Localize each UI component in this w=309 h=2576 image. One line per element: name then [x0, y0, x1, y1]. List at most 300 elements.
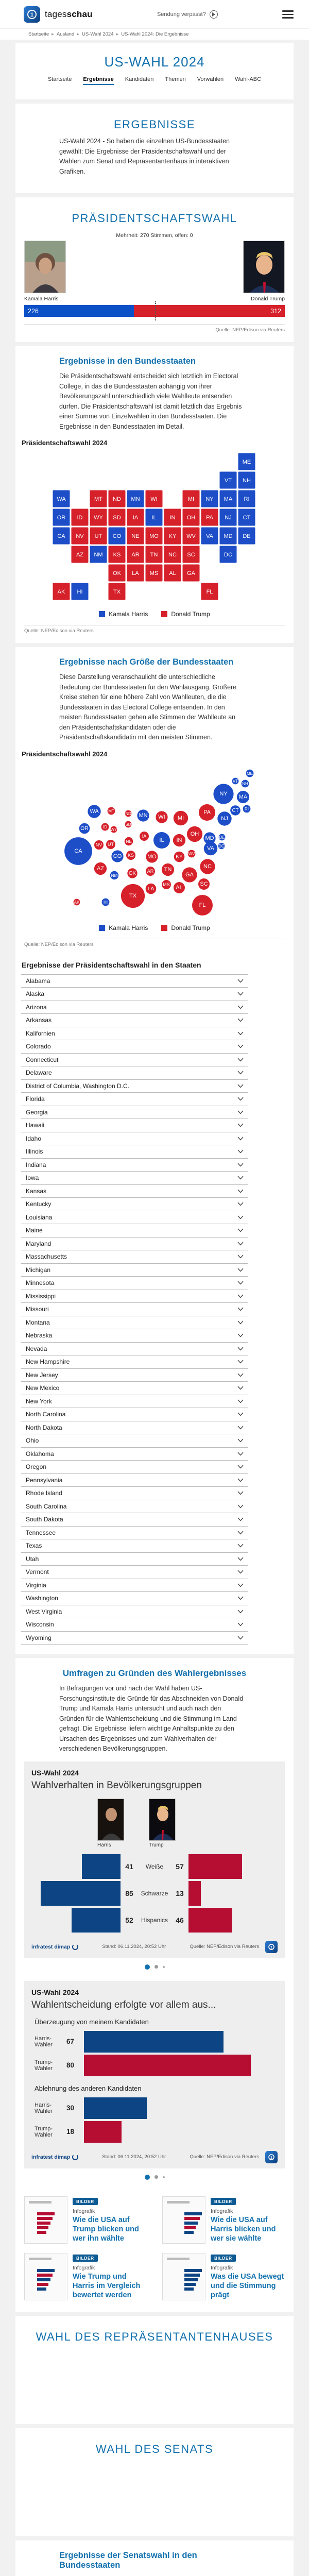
bubble-state-NV[interactable] — [94, 840, 104, 850]
carousel-dot[interactable] — [154, 1965, 158, 1969]
map-state-IL[interactable] — [145, 509, 163, 526]
majority-label: Mehrheit: 270 Stimmen, offen: 0 — [24, 232, 285, 239]
bubble-state-NY[interactable] — [213, 784, 233, 804]
infratest-dimap-logo: infratest dimap — [31, 1944, 78, 1950]
svg-text:DE: DE — [243, 533, 250, 539]
bubble-state-TN[interactable] — [162, 863, 174, 875]
teaser-title[interactable]: Wie die USA auf Trump blicken und wer ihn wählte — [73, 2215, 147, 2243]
svg-text:MO: MO — [147, 854, 157, 860]
teaser-title[interactable]: Was die USA bewegt und die Stimmung prägt — [211, 2272, 285, 2300]
section-heading-senatswahl: Ergebnisse der Senatswahl in den Bundesstaaten — [59, 2551, 247, 2570]
svg-text:MT: MT — [94, 496, 102, 502]
state-accordion-row[interactable] — [21, 1079, 248, 1093]
teaser-link[interactable] — [162, 2253, 285, 2300]
legend-item — [99, 924, 148, 931]
map-state-GA[interactable] — [182, 564, 200, 582]
bubble-state-CT[interactable] — [230, 805, 241, 816]
state-accordion-row[interactable] — [21, 1053, 248, 1066]
legend-label: Donald Trump — [171, 924, 210, 931]
teaser-link[interactable] — [24, 2196, 147, 2244]
chevron-down-icon — [237, 1452, 244, 1456]
harris-bar — [41, 1881, 121, 1906]
chevron-down-icon — [237, 1373, 244, 1377]
bubble-state-UT[interactable] — [106, 840, 115, 849]
svg-text:GA: GA — [187, 570, 196, 577]
mini-infographic — [27, 2199, 65, 2241]
svg-text:IA: IA — [133, 515, 139, 521]
state-accordion-row[interactable] — [21, 1290, 248, 1303]
bubble-state-WY[interactable] — [111, 826, 118, 833]
bubble-state-ND[interactable] — [125, 810, 132, 817]
svg-text:OH: OH — [187, 515, 196, 521]
state-accordion-row[interactable] — [21, 1473, 248, 1487]
tagesschau-logo-icon[interactable] — [24, 6, 40, 23]
chevron-down-icon — [237, 1517, 244, 1521]
map-state-CT[interactable] — [238, 509, 255, 526]
state-name: Mississippi — [26, 1293, 56, 1300]
bubble-state-MA[interactable] — [237, 790, 249, 803]
legend-swatch — [99, 611, 105, 617]
svg-text:MD: MD — [224, 533, 232, 539]
svg-text:GA: GA — [185, 872, 194, 878]
bubble-state-CO[interactable] — [111, 850, 123, 862]
state-accordion-row[interactable] — [21, 974, 248, 988]
tab-themen[interactable]: Themen — [165, 76, 185, 85]
state-accordion-row[interactable] — [21, 1302, 248, 1316]
teaser-title[interactable]: Wie die USA auf Harris blicken und wer sie wählte — [211, 2215, 285, 2243]
svg-text:NM: NM — [94, 552, 102, 558]
state-accordion-row[interactable] — [21, 1381, 248, 1395]
section-text: In Befragungen vor und nach der Wahl haben US-Forschungsinstitute die Gründe für das Abschneiden von Donald Trump und Kamala Harris untersucht und auch nach den Gründen für die Wahlentscheidung und die Stimmung im Land gefragt. Die Ergebnisse liefern wichtige Anhaltspunkte zu den Ursachen des Ergebnisses und zum Wahlverhalten der verschiedenen Bevölkerungsgruppen. — [59, 1684, 245, 1754]
state-accordion-row[interactable] — [21, 987, 248, 1001]
chevron-down-icon — [237, 1018, 244, 1022]
state-accordion-row[interactable] — [21, 1027, 248, 1040]
chevron-down-icon — [237, 1044, 244, 1048]
state-accordion-row[interactable] — [21, 1486, 248, 1500]
state-accordion-row[interactable] — [21, 1552, 248, 1566]
state-accordion-row[interactable] — [21, 1408, 248, 1421]
svg-text:CA: CA — [74, 848, 82, 854]
svg-text:MD: MD — [205, 835, 214, 841]
carousel-dot-active[interactable] — [145, 2175, 150, 2180]
bilder-badge: BILDER — [211, 2255, 236, 2262]
bubble-state-MN[interactable] — [137, 809, 149, 821]
map-state-NV[interactable] — [71, 527, 89, 545]
bubble-state-NH[interactable] — [242, 779, 249, 787]
state-name: Georgia — [26, 1109, 48, 1116]
svg-text:TX: TX — [113, 589, 121, 595]
map-state-KS[interactable] — [108, 546, 126, 563]
svg-text:SD: SD — [125, 822, 131, 827]
carousel-pagination — [15, 1958, 294, 1977]
bubble-state-CA[interactable] — [64, 837, 92, 865]
site-logo-wordmark[interactable]: tagesschau — [45, 9, 93, 20]
tab-startseite[interactable]: Startseite — [48, 76, 72, 85]
legend-label: Kamala Harris — [109, 611, 148, 618]
bubble-state-MT[interactable] — [108, 807, 115, 815]
map-state-NE[interactable] — [127, 527, 144, 545]
tab-bar — [15, 76, 294, 90]
harris-value: 52 — [121, 1916, 138, 1924]
state-name: Delaware — [26, 1069, 52, 1076]
state-accordion-row[interactable] — [21, 1118, 248, 1132]
state-accordion-row[interactable] — [21, 1132, 248, 1145]
state-accordion-row[interactable] — [21, 1434, 248, 1447]
bubble-state-IA[interactable] — [140, 832, 149, 841]
chevron-down-icon — [237, 1084, 244, 1088]
electoral-votes-bar — [24, 305, 285, 317]
teaser-kicker: Infografik — [73, 2208, 147, 2214]
state-name: Maine — [26, 1227, 43, 1234]
state-accordion-row[interactable] — [21, 1631, 248, 1645]
svg-text:SC: SC — [187, 552, 195, 558]
state-accordion-row[interactable] — [21, 1197, 248, 1211]
svg-text:NE: NE — [126, 839, 132, 844]
tab-wahl-abc[interactable]: Wahl-ABC — [235, 76, 261, 85]
map-state-PA[interactable] — [201, 509, 218, 526]
state-accordion-row[interactable] — [21, 1013, 248, 1027]
map-state-TX[interactable] — [108, 583, 126, 600]
map-state-CO[interactable] — [108, 527, 126, 545]
state-accordion-row[interactable] — [21, 1605, 248, 1618]
map-state-MS[interactable] — [145, 564, 163, 582]
map-state-VT[interactable] — [219, 471, 237, 489]
map-state-MD[interactable] — [219, 527, 237, 545]
map-state-OK[interactable] — [108, 564, 126, 582]
trump-value: 57 — [171, 1862, 188, 1871]
bubble-state-IN[interactable] — [173, 834, 185, 846]
decision-row — [31, 2120, 278, 2144]
bubble-state-LA[interactable] — [146, 883, 157, 894]
state-name: Virginia — [26, 1582, 46, 1589]
hamburger-menu-icon[interactable] — [282, 10, 294, 19]
svg-text:TX: TX — [129, 893, 137, 899]
map-state-MI[interactable] — [182, 490, 200, 507]
svg-text:CO: CO — [113, 853, 122, 859]
state-accordion-row[interactable] — [21, 1395, 248, 1408]
section-text: US-Wahl 2024 - So haben die einzelnen US-Bundesstaaten gewählt: Die Ergebnisse der Präsidentschaftswahl und der Wahlen zum Senat und Repräsentantenhaus in interaktiven Grafiken. — [59, 137, 245, 177]
bubble-state-VA[interactable] — [204, 841, 217, 855]
map-legend — [15, 924, 294, 931]
carousel-dot[interactable] — [154, 2175, 158, 2179]
infographic-kicker: US-Wahl 2024 — [31, 1769, 278, 1777]
svg-text:WA: WA — [90, 808, 99, 815]
state-name: Indiana — [26, 1161, 46, 1168]
bubble-state-KY[interactable] — [174, 851, 185, 862]
map-state-MO[interactable] — [145, 527, 163, 545]
value-label: 80 — [66, 2061, 84, 2069]
svg-text:VA: VA — [207, 845, 215, 852]
map-state-WA[interactable] — [53, 490, 70, 507]
teaser-thumbnail — [24, 2196, 67, 2244]
map-state-ME[interactable] — [238, 453, 255, 470]
state-accordion-row[interactable] — [21, 1276, 248, 1290]
state-accordion-row[interactable] — [21, 1250, 248, 1263]
chevron-down-icon — [237, 1438, 244, 1443]
state-name: Florida — [26, 1095, 45, 1103]
map-state-IN[interactable] — [164, 509, 181, 526]
bubble-state-SC[interactable] — [198, 878, 210, 890]
map-state-WI[interactable] — [145, 490, 163, 507]
map-state-NJ[interactable] — [219, 509, 237, 526]
map-state-AK[interactable] — [53, 583, 70, 600]
state-accordion-row[interactable] — [21, 1211, 248, 1224]
state-name: Montana — [26, 1319, 50, 1326]
map-state-TN[interactable] — [145, 546, 163, 563]
teaser-title[interactable]: Wie Trump und Harris im Vergleich bewertet werden — [73, 2272, 147, 2300]
map-state-AZ[interactable] — [71, 546, 89, 563]
map-state-AL[interactable] — [164, 564, 181, 582]
chevron-down-icon — [237, 1478, 244, 1482]
state-name: Iowa — [26, 1174, 39, 1181]
breadcrumb-item[interactable]: US-Wahl 2024: Die Ergebnisse — [121, 31, 188, 37]
decision-row — [31, 2096, 278, 2120]
state-accordion-row[interactable] — [21, 1368, 248, 1382]
state-name: Utah — [26, 1555, 39, 1563]
bubble-state-OK[interactable] — [127, 868, 137, 878]
bubble-state-RI[interactable] — [243, 805, 251, 812]
bubble-state-MS[interactable] — [162, 880, 171, 889]
state-accordion-row[interactable] — [21, 1539, 248, 1552]
state-accordion-row[interactable] — [21, 1145, 248, 1158]
map-state-FL[interactable] — [201, 583, 218, 600]
chevron-down-icon — [237, 1110, 244, 1114]
mini-infographic — [27, 2256, 65, 2298]
tab-ergebnisse[interactable]: Ergebnisse — [83, 76, 113, 85]
state-accordion-row[interactable] — [21, 1184, 248, 1198]
svg-text:NM: NM — [111, 873, 118, 878]
map-state-NM[interactable] — [90, 546, 107, 563]
chevron-down-icon — [237, 1609, 244, 1614]
legend-item — [161, 924, 210, 931]
bubble-state-GA[interactable] — [182, 867, 197, 882]
map-state-ND[interactable] — [108, 490, 126, 507]
bilder-badge: BILDER — [73, 2255, 98, 2262]
bubble-state-MO[interactable] — [146, 851, 158, 862]
infographic-title: Wahlentscheidung erfolgte vor allem aus... — [31, 1999, 278, 2011]
bubble-state-NC[interactable] — [200, 859, 215, 874]
bubble-state-KS[interactable] — [126, 851, 135, 860]
state-name: Tennessee — [26, 1529, 56, 1536]
bubble-state-OH[interactable] — [187, 826, 202, 841]
state-name: Washington — [26, 1595, 58, 1602]
map-state-OH[interactable] — [182, 509, 200, 526]
map-state-KY[interactable] — [164, 527, 181, 545]
tab-vorwahlen[interactable]: Vorwahlen — [197, 76, 224, 85]
blue-bar — [84, 2097, 147, 2119]
map-state-SD[interactable] — [108, 509, 126, 526]
breadcrumb-item[interactable]: Ausland — [57, 31, 74, 37]
map-state-AR[interactable] — [127, 546, 144, 563]
carousel-dot-active[interactable] — [145, 1964, 150, 1970]
chevron-down-icon — [237, 1149, 244, 1154]
teaser-link[interactable] — [24, 2253, 147, 2300]
bubble-state-SD[interactable] — [125, 821, 132, 827]
map-state-VA[interactable] — [201, 527, 218, 545]
state-accordion-row[interactable] — [21, 1316, 248, 1329]
teaser-link[interactable] — [162, 2196, 285, 2244]
map-state-CA[interactable] — [53, 527, 70, 545]
map-state-NC[interactable] — [164, 546, 181, 563]
carousel-dot[interactable] — [163, 2176, 165, 2178]
map-state-RI[interactable] — [238, 490, 255, 507]
map-state-SC[interactable] — [182, 546, 200, 563]
map-state-WY[interactable] — [90, 509, 107, 526]
mini-infographic — [165, 2256, 203, 2298]
map-state-WV[interactable] — [182, 527, 200, 545]
red-bar — [84, 2055, 251, 2076]
map-state-HI[interactable] — [71, 583, 89, 600]
chevron-down-icon — [237, 1531, 244, 1535]
svg-text:MI: MI — [178, 815, 184, 821]
tab-kandidaten[interactable]: Kandidaten — [125, 76, 154, 85]
map-state-MA[interactable] — [219, 490, 237, 507]
map-state-DC[interactable] — [219, 546, 237, 563]
state-accordion-row[interactable] — [21, 1500, 248, 1513]
svg-text:SD: SD — [113, 515, 121, 521]
bubble-state-WA[interactable] — [88, 805, 100, 818]
chevron-down-icon — [237, 1557, 244, 1561]
value-label: 30 — [66, 2104, 84, 2112]
state-accordion-row[interactable] — [21, 1526, 248, 1539]
bubble-state-ID[interactable] — [101, 823, 109, 831]
trump-thumb-photo — [149, 1799, 176, 1841]
map-state-ID[interactable] — [71, 509, 89, 526]
map-state-UT[interactable] — [90, 527, 107, 545]
state-name: North Carolina — [26, 1411, 65, 1418]
svg-text:KS: KS — [113, 552, 121, 558]
harris-value: 85 — [121, 1889, 138, 1897]
chevron-down-icon — [237, 1544, 244, 1548]
us-states-map[interactable] — [22, 451, 287, 605]
bubble-state-AR[interactable] — [146, 867, 155, 876]
state-accordion-row[interactable] — [21, 1106, 248, 1119]
bubble-state-OR[interactable] — [79, 823, 90, 834]
state-accordion-row[interactable] — [21, 1224, 248, 1237]
map-state-DE[interactable] — [238, 527, 255, 545]
map-state-NY[interactable] — [201, 490, 218, 507]
site-header — [0, 0, 309, 40]
legend-item — [161, 611, 210, 618]
state-accordion-row[interactable] — [21, 1579, 248, 1592]
bubble-state-HI[interactable] — [102, 898, 110, 906]
chevron-down-icon — [237, 1242, 244, 1246]
electoral-bubble-map[interactable] — [41, 762, 268, 919]
bubble-state-AZ[interactable] — [94, 862, 107, 874]
bubble-state-FL[interactable] — [192, 895, 213, 916]
bubble-state-NJ[interactable] — [217, 811, 231, 825]
bubble-state-DE[interactable] — [219, 834, 226, 840]
state-accordion-row[interactable] — [21, 1158, 248, 1172]
svg-text:DC: DC — [218, 844, 225, 849]
breadcrumb-item[interactable]: Startseite — [28, 31, 49, 37]
bubble-state-AL[interactable] — [174, 882, 185, 893]
chevron-down-icon — [237, 1570, 244, 1574]
svg-text:WV: WV — [188, 852, 196, 856]
state-accordion-row[interactable] — [21, 1342, 248, 1355]
state-accordion-row[interactable] — [21, 1040, 248, 1053]
trump-thumb-label: Trump — [149, 1842, 176, 1848]
bubble-state-VT[interactable] — [232, 777, 239, 784]
carousel-dot[interactable] — [163, 1966, 165, 1968]
svg-text:RI: RI — [244, 496, 250, 502]
state-name: Missouri — [26, 1306, 49, 1313]
svg-text:CA: CA — [57, 533, 65, 539]
svg-text:AR: AR — [131, 552, 139, 558]
bubble-state-WI[interactable] — [156, 811, 167, 823]
state-name: North Dakota — [26, 1424, 62, 1431]
repraesentantenhaus-card — [15, 2316, 294, 2424]
bubble-state-NE[interactable] — [125, 837, 133, 845]
play-icon[interactable] — [210, 10, 218, 19]
map-state-MN[interactable] — [127, 490, 144, 507]
state-accordion-row[interactable] — [21, 1001, 248, 1014]
state-name: Pennsylvania — [26, 1477, 62, 1484]
state-accordion-row[interactable] — [21, 1591, 248, 1605]
state-name: Oklahoma — [26, 1450, 54, 1458]
title-card — [15, 43, 294, 99]
teaser-kicker: Infografik — [211, 2208, 285, 2214]
state-accordion-row[interactable] — [21, 1263, 248, 1277]
breadcrumb-item[interactable]: US-Wahl 2024 — [82, 31, 113, 37]
bubble-state-ME[interactable] — [246, 769, 254, 777]
state-accordion-row[interactable] — [21, 1355, 248, 1368]
state-accordion-row[interactable] — [21, 1565, 248, 1579]
chevron-down-icon — [237, 1622, 244, 1626]
harris-thumb-photo — [97, 1799, 124, 1841]
map-state-OR[interactable] — [53, 509, 70, 526]
bubble-state-WV[interactable] — [188, 850, 196, 857]
decision-group-label: Ablehnung des anderen Kandidaten — [35, 2084, 278, 2092]
harris-name: Kamala Harris — [24, 296, 59, 302]
svg-text:AR: AR — [147, 869, 154, 874]
state-accordion-row[interactable] — [21, 1447, 248, 1461]
bubble-state-DC[interactable] — [218, 842, 225, 849]
state-accordion-row[interactable] — [21, 1329, 248, 1342]
legend-swatch — [99, 925, 105, 931]
state-accordion-row[interactable] — [21, 1092, 248, 1106]
map-state-LA[interactable] — [127, 564, 144, 582]
state-accordion-row[interactable] — [21, 1421, 248, 1434]
bubble-state-MI[interactable] — [174, 810, 188, 825]
state-accordion-row[interactable] — [21, 1618, 248, 1631]
map-state-MT[interactable] — [90, 490, 107, 507]
svg-text:KY: KY — [169, 533, 177, 539]
state-accordion-row[interactable] — [21, 1171, 248, 1184]
state-name: New Mexico — [26, 1384, 59, 1392]
state-name: Louisiana — [26, 1214, 52, 1221]
bubble-state-TX[interactable] — [121, 884, 145, 907]
teaser-kicker: Infografik — [211, 2265, 285, 2271]
map-state-IA[interactable] — [127, 509, 144, 526]
state-name: Kentucky — [26, 1200, 51, 1208]
map-state-NH[interactable] — [238, 471, 255, 489]
state-accordion-row[interactable] — [21, 1460, 248, 1473]
chevron-down-icon — [237, 1583, 244, 1587]
bubble-state-AK[interactable] — [74, 899, 80, 905]
state-accordion-row[interactable] — [21, 1237, 248, 1250]
blue-bar — [84, 2031, 224, 2053]
bubble-state-NM[interactable] — [110, 871, 118, 879]
sendung-verpasst-link[interactable]: Sendung verpasst? — [157, 11, 206, 18]
state-accordion-row[interactable] — [21, 1513, 248, 1526]
bubble-state-IL[interactable] — [153, 832, 170, 849]
chevron-down-icon — [237, 1347, 244, 1351]
bubble-state-PA[interactable] — [199, 804, 215, 821]
svg-text:VT: VT — [225, 478, 232, 484]
state-accordion-row[interactable] — [21, 1066, 248, 1079]
umfragen-card — [15, 1658, 294, 2312]
